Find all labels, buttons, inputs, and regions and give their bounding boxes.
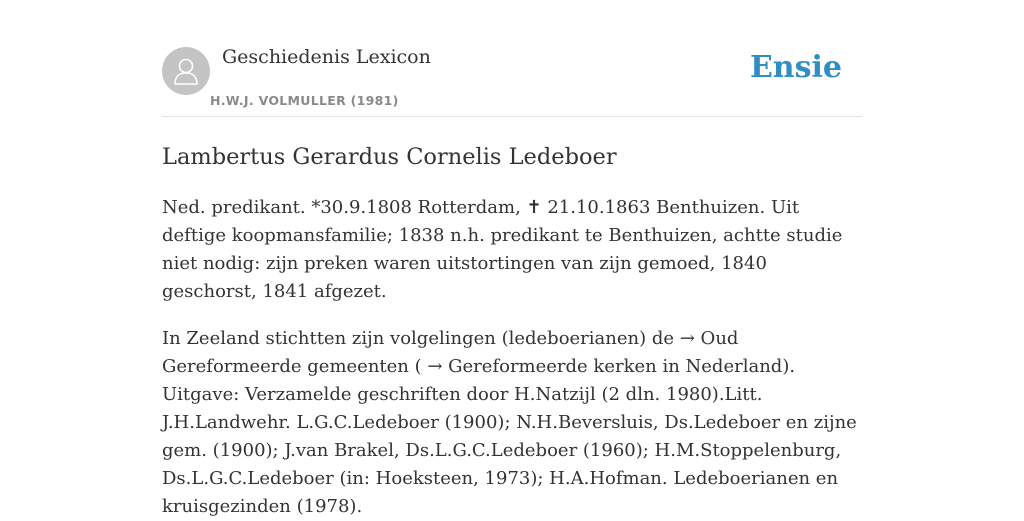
user-icon xyxy=(172,56,200,86)
entry-paragraph: Ned. predikant. *30.9.1808 Rotterdam, ✝ 21.10.1863 Benthuizen. Uit deftige koopmansfamilie; 1838 n.h. predikant te Benthuizen, achtte studie niet nodig: zijn preken waren uitstortingen van zijn gemoed, 1840 geschorst, 1841 afgezet. xyxy=(162,197,843,302)
entry-title: Lambertus Gerardus Cornelis Ledeboer xyxy=(162,144,617,170)
avatar[interactable] xyxy=(162,47,210,95)
header xyxy=(162,0,862,117)
author-credit[interactable]: H.W.J. VOLMULLER (1981) xyxy=(210,93,399,108)
entry-paragraph: In Zeeland stichtten zijn volgelingen (ledeboerianen) de → Oud Gereformeerde gemeenten ( → Gereformeerde kerken in Nederland). Uitgave: Verzamelde geschriften door H.Natzijl (2 dln. 1980).Litt. J.H.Landwehr. L.G.C.Ledeboer (1900); N.H.Beversluis, Ds.Ledeboer en zijne gem. (1900); J.van Brakel, Ds.L.G.C.Ledeboer (1960); H.M.Stoppelenburg, Ds.L.G.C.Ledeboer (in: Hoeksteen, 1973); H.A.Hofman. Ledeboerianen en kruisgezinden (1978). xyxy=(162,328,857,517)
page xyxy=(162,0,862,521)
ensie-logo[interactable]: Ensie xyxy=(749,50,842,85)
source-title[interactable]: Geschiedenis Lexicon xyxy=(222,46,431,68)
